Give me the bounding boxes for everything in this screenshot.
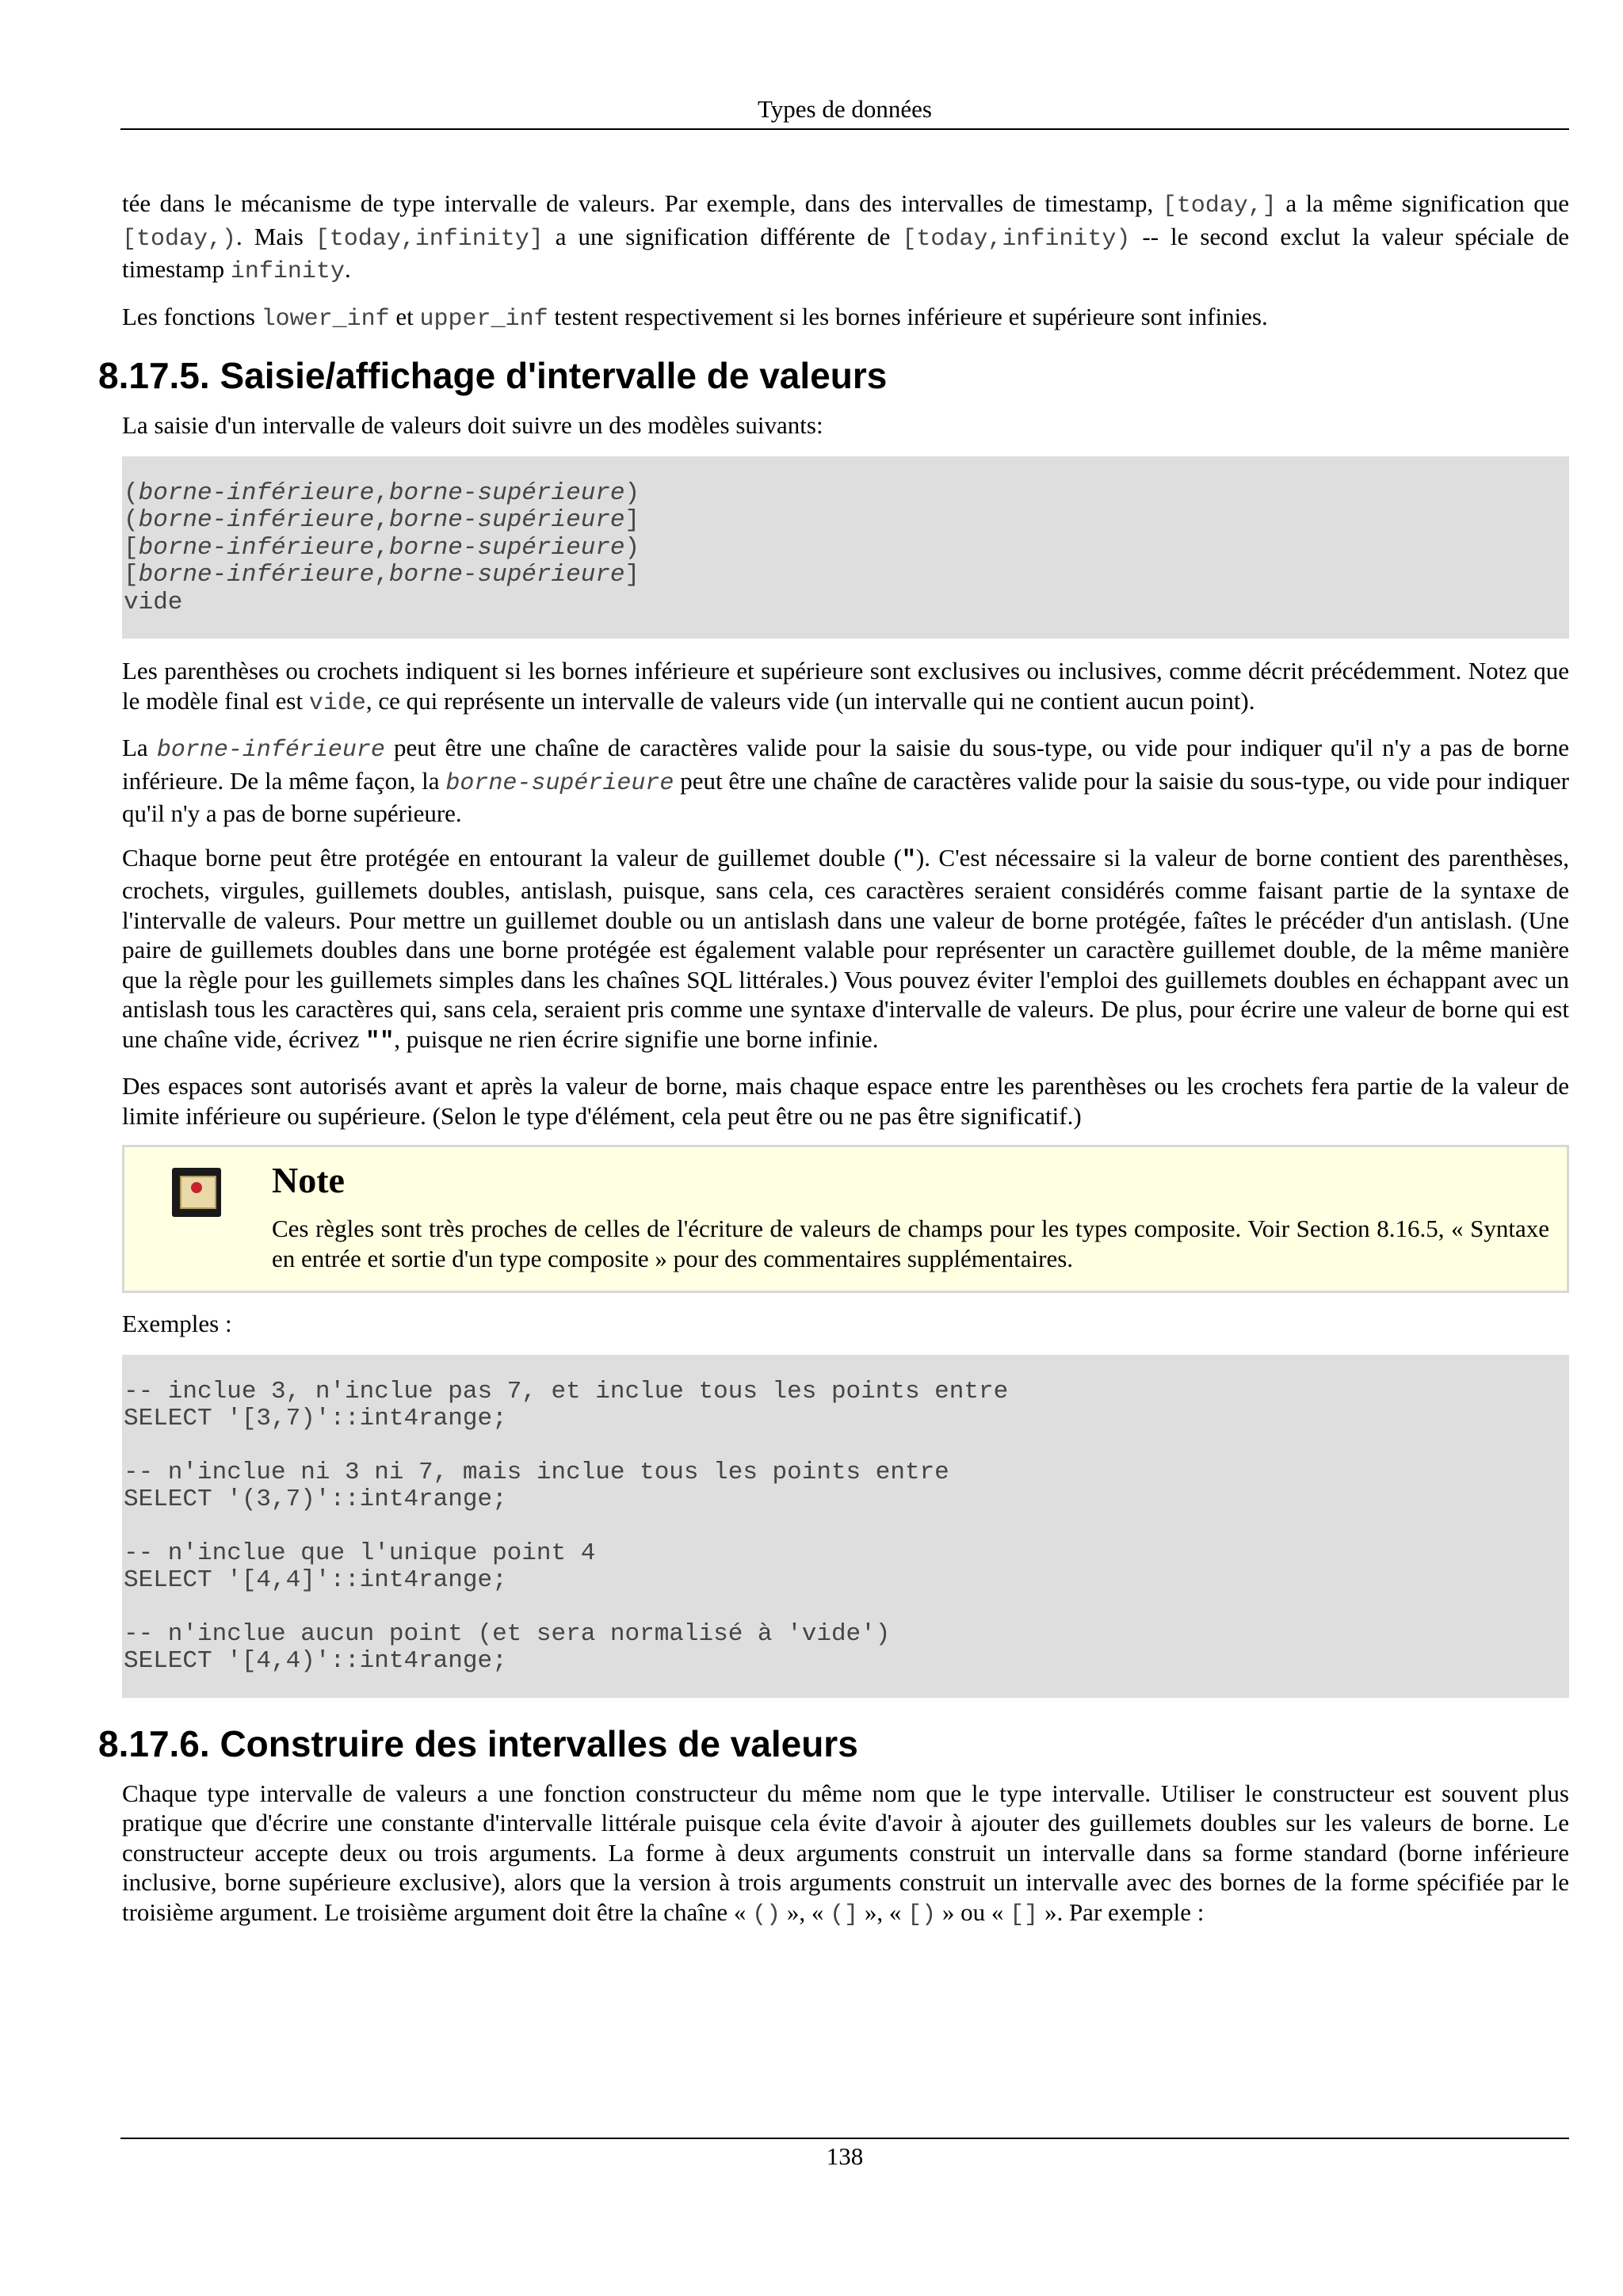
note-title: Note (272, 1160, 345, 1200)
pattern-line: [borne-inférieure,borne-supérieure) (124, 533, 640, 562)
paragraph-constructor (122, 1779, 1569, 1931)
text: , ce qui représente un intervalle de valeurs vide (un intervalle qui ne contient aucun point). (365, 686, 1255, 715)
inline-code: lower_inf (261, 305, 390, 333)
inline-code: borne-supérieure (445, 769, 674, 797)
inline-code: " (901, 846, 916, 874)
text: testent respectivement si les bornes inférieure et supérieure sont infinies. (548, 302, 1268, 330)
note-text: Ces règles sont très proches de celles de l'écriture de valeurs de champs pour les types composite. Voir Section 8.16.5, « Syntaxe en entrée et sortie d'un type composite » pour des commentaires supplémentaires. (272, 1215, 1549, 1272)
code-comment: -- inclue 3, n'inclue pas 7, et inclue tous les points entre (124, 1377, 1009, 1405)
code-sql: SELECT '[4,4]'::int4range; (124, 1566, 507, 1594)
inline-code: [] (1010, 1901, 1039, 1928)
page-number: 138 (826, 2142, 864, 2170)
header-rule (120, 128, 1569, 130)
text: Chaque borne peut être protégée en entourant la valeur de guillemet double ( (122, 843, 902, 871)
code-sql: SELECT '[3,7)'::int4range; (124, 1405, 507, 1432)
inline-code: [today,] (1162, 193, 1277, 219)
text: a une signification différente de (543, 222, 903, 250)
inline-code: borne-inférieure (156, 737, 385, 764)
text: Chaque type intervalle de valeurs a une fonction constructeur du même nom que le type intervalle. Utiliser le constructeur est souvent plus pratique que d'écrire une constante d'intervalle littérale puisque cela évite d'avoir à ajouter des guillemets doubles sur les valeurs de borne. Le constructeur accepte deux ou trois arguments. La forme à deux arguments construit un intervalle dans sa forme standard (borne inférieure inclusive, borne supérieure exclusive), alors que la version à trois arguments construit un intervalle avec des bornes de la forme spécifiée par le troisième argument. Le troisième argument doit être la chaîne « (122, 1779, 1569, 1926)
note-icon (172, 1168, 221, 1217)
inline-code: [today,infinity) (902, 225, 1131, 253)
inline-code: [today,) (122, 225, 237, 253)
examples-label: Exemples : (122, 1310, 232, 1337)
paragraph-input-intro: La saisie d'un intervalle de valeurs doit suivre un des modèles suivants: (122, 411, 823, 439)
text: a la même signification que (1276, 189, 1569, 217)
inline-code: () (752, 1901, 781, 1928)
inline-code: infinity (230, 258, 345, 285)
text: . (344, 255, 351, 283)
text: », « (781, 1897, 831, 1926)
section-heading-8-17-6: 8.17.6. Construire des intervalles de valeurs (98, 1722, 858, 1764)
paragraph-whitespace: Des espaces sont autorisés avant et après la valeur de borne, mais chaque espace entre les parenthèses ou les crochets fera partie de la valeur de limite inférieure ou supérieure. (Selon le type d'élément, cela peut être ou ne pas être significatif.) (122, 1072, 1569, 1130)
text: , puisque ne rien écrire signifie une borne infinie. (394, 1024, 879, 1053)
pattern-line: (borne-inférieure,borne-supérieure) (124, 479, 640, 507)
inline-code: "" (365, 1028, 395, 1055)
text: tée dans le mécanisme de type intervalle de valeurs. Par exemple, dans des intervalles de timestamp, (122, 189, 1163, 217)
code-comment: -- n'inclue aucun point (et sera normalisé à 'vide') (124, 1619, 891, 1648)
code-sql: SELECT '[4,4)'::int4range; (124, 1647, 507, 1675)
footer-rule (120, 2138, 1569, 2139)
text: Les parenthèses ou crochets indiquent si les bornes inférieure et supérieure sont exclusives ou inclusives, comme décrit précédemment. Notez que le modèle final est (122, 657, 1569, 715)
text: Les fonctions (122, 302, 262, 330)
text: », « (858, 1897, 908, 1926)
text: . Mais (236, 222, 315, 250)
text: ). C'est nécessaire si la valeur de borne contient des parenthèses, crochets, virgules, guillemets doubles, antislash, puisque, sans cela, ces caractères seraient considérés comme faisant partie de la syntaxe de l'intervalle de valeurs. Pour mettre un guillemet double ou un antislash dans une valeur de borne protégée, faîtes le précéder d'un antislash. (Une paire de guillemets doubles dans une borne protégée est également valable pour représenter un caractère guillemet double, de la même manière que la règle pour les guillemets simples dans les chaînes SQL littérales.) Vous pouvez éviter l'emploi des guillemets doubles en échappant avec un antislash tous les caractères qui, sans cela, seraient pris comme une syntaxe d'intervalle de valeurs. De plus, pour écrire une valeur de borne qui est une chaîne vide, écrivez (122, 843, 1569, 1053)
text: -- le second exclut la valeur spéciale de timestamp (122, 222, 1569, 283)
code-sql: SELECT '(3,7)'::int4range; (124, 1486, 507, 1513)
paragraph-range-semantics (122, 189, 1569, 288)
text: La (122, 734, 157, 761)
running-header: Types de données (758, 95, 932, 123)
inline-code: upper_inf (419, 305, 548, 333)
inline-code: [) (907, 1901, 937, 1928)
code-comment: -- n'inclue ni 3 ni 7, mais inclue tous les points entre (124, 1458, 949, 1486)
pattern-line: [borne-inférieure,borne-supérieure] (124, 561, 640, 589)
text: ». Par exemple : (1038, 1897, 1205, 1926)
code-comment: -- n'inclue que l'unique point 4 (124, 1539, 596, 1567)
paragraph-quoting (122, 843, 1569, 1058)
text: peut être une chaîne de caractères valide pour la saisie du sous-type, ou vide pour indiquer qu'il n'y a pas de borne inférieure. De la même façon, la (122, 734, 1569, 795)
paragraph-brackets (122, 656, 1569, 719)
note-box (122, 1145, 1569, 1293)
section-heading-8-17-5: 8.17.5. Saisie/affichage d'intervalle de valeurs (98, 355, 888, 396)
inline-code: (] (830, 1901, 859, 1928)
page-content (98, 189, 1569, 1944)
text: et (389, 302, 420, 330)
pattern-line-empty: vide (124, 588, 183, 616)
text: » ou « (936, 1897, 1010, 1926)
inline-code: [today,infinity] (315, 225, 544, 253)
pattern-line: (borne-inférieure,borne-supérieure] (124, 506, 640, 534)
text: peut être une chaîne de caractères valide pour la saisie du sous-type, ou vide pour indiquer qu'il n'y a pas de borne supérieure. (122, 766, 1569, 827)
paragraph-infinite-functions (122, 302, 1569, 335)
code-block-examples (122, 1355, 1569, 1698)
inline-code: vide (308, 689, 366, 717)
paragraph-bounds (122, 733, 1569, 829)
code-block-patterns (122, 456, 1569, 639)
